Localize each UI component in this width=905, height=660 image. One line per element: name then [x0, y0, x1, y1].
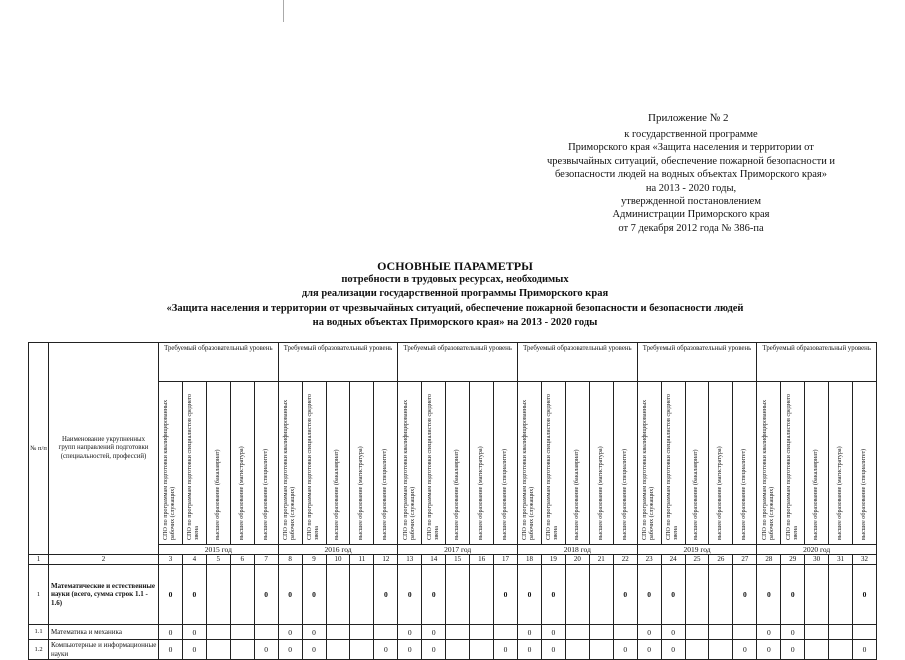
- column-number: 5: [206, 555, 230, 565]
- row-value: 0: [422, 625, 446, 640]
- row-value: [589, 640, 613, 660]
- approval-line: от 7 декабря 2012 года № 386-па: [618, 222, 764, 234]
- row-value: 0: [781, 565, 805, 625]
- header-sublevel: [230, 382, 254, 545]
- column-number: 20: [565, 555, 589, 565]
- row-value: [565, 565, 589, 625]
- sublevel-label: СПО по программам подготовки квалифицированных рабочих (служащих): [283, 399, 297, 540]
- title-line: на водных объектах Приморского края» на 2013 - 2020 годы: [312, 316, 598, 328]
- row-value: 0: [278, 640, 302, 660]
- row-value: 0: [757, 565, 781, 625]
- sublevel-label: высшее образование (магистратура): [358, 446, 365, 540]
- approval-line: чрезвычайных ситуаций, обеспечение пожарной безопасности и: [546, 155, 836, 167]
- row-value: [446, 565, 470, 625]
- sublevel-label: СПО по программам подготовки специалистов среднего звена: [306, 393, 321, 540]
- approval-line: Администрации Приморского края: [612, 209, 770, 221]
- row-value: [446, 625, 470, 640]
- header-year: 2015 год: [159, 545, 279, 555]
- row-value: 0: [781, 640, 805, 660]
- column-number: 25: [685, 555, 709, 565]
- sublevel-label: СПО по программам подготовки специалистов среднего звена: [187, 393, 201, 540]
- column-number: 31: [829, 555, 853, 565]
- column-number: 22: [613, 555, 637, 565]
- header-year: 2017 год: [398, 545, 518, 555]
- sublevel-label: высшее образование (специалитет): [262, 448, 269, 540]
- row-value: 0: [494, 640, 518, 660]
- row-value: [230, 640, 254, 660]
- sublevel-label: высшее образование (магистратура): [597, 446, 604, 540]
- sublevel-label: высшее образование (специалитет): [382, 448, 389, 540]
- row-name: Математика и механика: [49, 625, 159, 640]
- row-value: 0: [278, 565, 302, 625]
- header-sublevel: [613, 382, 637, 545]
- row-value: [470, 625, 494, 640]
- header-sublevel: [565, 382, 589, 545]
- header-sublevel: [398, 382, 422, 545]
- column-number: 7: [254, 555, 278, 565]
- sublevel-label: высшее образование (специалитет): [501, 448, 508, 540]
- sublevel-label: СПО по программам подготовки квалифицированных рабочих (служащих): [522, 399, 536, 540]
- title-line: «Защита населения и территории от чрезвычайных ситуаций, обеспечение пожарной безопасности и безопасности людей: [166, 302, 744, 314]
- column-number: 27: [733, 555, 757, 565]
- row-value: [685, 625, 709, 640]
- column-number: 17: [494, 555, 518, 565]
- row-value: [685, 640, 709, 660]
- column-number: 24: [661, 555, 685, 565]
- row-value: 0: [254, 640, 278, 660]
- row-value: [326, 640, 350, 660]
- header-sublevel: [422, 382, 446, 545]
- row-value: [805, 565, 829, 625]
- sublevel-label: высшее образование (специалитет): [621, 448, 628, 540]
- row-value: 0: [398, 625, 422, 640]
- column-number: 18: [518, 555, 542, 565]
- approval-line: к государственной программе: [624, 129, 758, 140]
- row-value: [206, 565, 230, 625]
- header-sublevel: [470, 382, 494, 545]
- column-number: 30: [805, 555, 829, 565]
- row-value: 0: [494, 565, 518, 625]
- sublevel-label: СПО по программам подготовки квалифицированных рабочих (служащих): [163, 399, 177, 540]
- header-sublevel: [781, 382, 805, 545]
- column-number: 16: [470, 555, 494, 565]
- row-value: [565, 640, 589, 660]
- header-year: 2020 год: [757, 545, 877, 555]
- row-value: 0: [757, 640, 781, 660]
- header-level-1: Требуемый образовательный уровень: [159, 343, 279, 382]
- sublevel-label: высшее образование (бакалавриат): [573, 449, 580, 540]
- column-number: 6: [230, 555, 254, 565]
- sublevel-label: СПО по программам подготовки квалифицированных рабочих (служащих): [761, 399, 775, 540]
- table-row: [29, 640, 877, 660]
- header-sublevel: [350, 382, 374, 545]
- row-value: 0: [637, 565, 661, 625]
- row-value: [470, 565, 494, 625]
- row-value: [565, 625, 589, 640]
- sublevel-label: высшее образование (бакалавриат): [813, 449, 820, 540]
- row-value: 0: [159, 640, 183, 660]
- row-value: [470, 640, 494, 660]
- sublevel-label: высшее образование (магистратура): [478, 446, 485, 540]
- approval-block: [505, 128, 877, 235]
- column-number: 10: [326, 555, 350, 565]
- row-value: [709, 625, 733, 640]
- approval-line: Приморского края «Защита населения и территории от: [568, 142, 814, 154]
- header-year: 2016 год: [278, 545, 398, 555]
- row-value: 0: [541, 625, 565, 640]
- header-sublevel: [182, 382, 206, 545]
- row-value: 0: [374, 640, 398, 660]
- row-value: [829, 640, 853, 660]
- column-number: 9: [302, 555, 326, 565]
- column-number: 15: [446, 555, 470, 565]
- row-value: 0: [302, 625, 326, 640]
- header-level-5: Требуемый образовательный уровень: [637, 343, 757, 382]
- table-row: [29, 565, 877, 625]
- fold-mark: [283, 0, 284, 22]
- sublevel-label: высшее образование (бакалавриат): [454, 449, 461, 540]
- header-sublevel: [374, 382, 398, 545]
- title-line: для реализации государственной программы Приморского края: [301, 288, 609, 300]
- row-value: 0: [637, 640, 661, 660]
- row-number: 1.2: [29, 640, 49, 660]
- column-number: 19: [541, 555, 565, 565]
- column-number: 26: [709, 555, 733, 565]
- column-number: 3: [159, 555, 183, 565]
- row-value: [613, 625, 637, 640]
- header-sublevel: [805, 382, 829, 545]
- row-value: 0: [182, 625, 206, 640]
- row-value: 0: [853, 640, 877, 660]
- sublevel-label: СПО по программам подготовки квалифицированных рабочих (служащих): [402, 399, 416, 540]
- sublevel-label: высшее образование (бакалавриат): [693, 449, 700, 540]
- row-value: 0: [853, 565, 877, 625]
- sublevel-label: СПО по программам подготовки квалифицированных рабочих (служащих): [642, 399, 656, 540]
- header-sublevel: [685, 382, 709, 545]
- sublevel-label: СПО по программам подготовки специалистов среднего звена: [426, 393, 440, 540]
- column-number: 2: [49, 555, 159, 565]
- row-value: [206, 625, 230, 640]
- sublevel-label: СПО по программам подготовки специалистов среднего звена: [546, 393, 560, 540]
- row-value: [374, 625, 398, 640]
- header-sublevel: [254, 382, 278, 545]
- column-number: 28: [757, 555, 781, 565]
- row-value: [733, 625, 757, 640]
- header-sublevel: [518, 382, 542, 545]
- sublevel-label: высшее образование (магистратура): [238, 446, 245, 540]
- row-value: [589, 625, 613, 640]
- parameters-table: [28, 342, 877, 660]
- header-no: № п/п: [29, 343, 49, 555]
- column-number: 29: [781, 555, 805, 565]
- row-value: [446, 640, 470, 660]
- column-number: 1: [29, 555, 49, 565]
- header-year: 2018 год: [518, 545, 638, 555]
- table-row: [29, 625, 877, 640]
- row-value: 0: [302, 565, 326, 625]
- header-sublevel: [159, 382, 183, 545]
- row-value: [853, 625, 877, 640]
- row-value: 0: [278, 625, 302, 640]
- header-sublevel: [494, 382, 518, 545]
- header-sublevel: [709, 382, 733, 545]
- sublevel-label: высшее образование (специалитет): [741, 448, 748, 540]
- row-value: [350, 625, 374, 640]
- header-sublevel: [278, 382, 302, 545]
- row-value: 0: [182, 565, 206, 625]
- header-sublevel: [589, 382, 613, 545]
- sublevel-label: высшее образование (специалитет): [860, 448, 867, 540]
- sublevel-label: высшее образование (бакалавриат): [214, 449, 221, 540]
- approval-line: безопасности людей на водных объектах Приморского края»: [554, 169, 828, 181]
- row-value: 0: [302, 640, 326, 660]
- row-value: [494, 625, 518, 640]
- row-value: [326, 625, 350, 640]
- column-number: 4: [182, 555, 206, 565]
- column-number: 14: [422, 555, 446, 565]
- header-year: 2019 год: [637, 545, 757, 555]
- row-value: [805, 640, 829, 660]
- row-value: 0: [254, 565, 278, 625]
- appendix-number: Приложение № 2: [648, 112, 729, 124]
- column-number: 32: [853, 555, 877, 565]
- header-level-6: Требуемый образовательный уровень: [757, 343, 877, 382]
- header-sublevel: [637, 382, 661, 545]
- column-number: 23: [637, 555, 661, 565]
- column-number: 11: [350, 555, 374, 565]
- row-value: [230, 625, 254, 640]
- header-sublevel: [853, 382, 877, 545]
- row-value: [805, 625, 829, 640]
- row-value: 0: [661, 640, 685, 660]
- row-value: 0: [518, 640, 542, 660]
- sublevel-label: высшее образование (бакалавриат): [334, 449, 341, 540]
- column-number: 8: [278, 555, 302, 565]
- row-value: 0: [518, 565, 542, 625]
- row-value: [829, 565, 853, 625]
- row-value: [350, 640, 374, 660]
- row-value: [206, 640, 230, 660]
- row-number: 1: [29, 565, 49, 625]
- approval-line: утвержденной постановлением: [621, 196, 761, 208]
- row-value: [254, 625, 278, 640]
- header-sublevel: [302, 382, 326, 545]
- approval-line: на 2013 - 2020 годы,: [645, 182, 737, 194]
- row-value: 0: [518, 625, 542, 640]
- sublevel-label: СПО по программам подготовки специалистов среднего звена: [665, 393, 680, 540]
- header-sublevel: [206, 382, 230, 545]
- row-name: Математические и естественные науки (всего, сумма строк 1.1 - 1.6): [49, 565, 159, 625]
- header-sublevel: [541, 382, 565, 545]
- column-number: 12: [374, 555, 398, 565]
- row-value: [589, 565, 613, 625]
- row-value: 0: [541, 565, 565, 625]
- column-number: 21: [589, 555, 613, 565]
- sublevel-label: высшее образование (магистратура): [717, 446, 724, 540]
- row-value: 0: [374, 565, 398, 625]
- row-value: 0: [159, 625, 183, 640]
- title-heading: ОСНОВНЫЕ ПАРАМЕТРЫ: [377, 259, 533, 273]
- header-direction: Наименование укрупненных групп направлений подготовки (специальностей, профессий): [49, 343, 159, 555]
- row-value: 0: [781, 625, 805, 640]
- row-value: 0: [541, 640, 565, 660]
- row-value: 0: [613, 640, 637, 660]
- header-sublevel: [326, 382, 350, 545]
- header-sublevel: [446, 382, 470, 545]
- header-sublevel: [733, 382, 757, 545]
- row-value: [829, 625, 853, 640]
- row-value: 0: [159, 565, 183, 625]
- header-level-2: Требуемый образовательный уровень: [278, 343, 398, 382]
- row-value: 0: [422, 565, 446, 625]
- header-level-4: Требуемый образовательный уровень: [518, 343, 638, 382]
- row-value: 0: [637, 625, 661, 640]
- row-value: 0: [398, 565, 422, 625]
- row-value: [709, 565, 733, 625]
- row-value: [709, 640, 733, 660]
- header-sublevel: [661, 382, 685, 545]
- row-number: 1.1: [29, 625, 49, 640]
- header-sublevel: [829, 382, 853, 545]
- document-title: [70, 259, 840, 330]
- header-level-3: Требуемый образовательный уровень: [398, 343, 518, 382]
- sublevel-label: СПО по программам подготовки специалистов среднего звена: [785, 393, 799, 540]
- sublevel-label: высшее образование (магистратура): [837, 446, 844, 540]
- row-value: 0: [398, 640, 422, 660]
- title-line: потребности в трудовых ресурсах, необходимых: [341, 274, 569, 286]
- row-value: 0: [757, 625, 781, 640]
- row-value: 0: [422, 640, 446, 660]
- row-value: 0: [733, 640, 757, 660]
- row-value: 0: [182, 640, 206, 660]
- row-value: [326, 565, 350, 625]
- header-sublevel: [757, 382, 781, 545]
- row-value: 0: [661, 625, 685, 640]
- row-value: 0: [661, 565, 685, 625]
- row-value: [350, 565, 374, 625]
- row-value: 0: [613, 565, 637, 625]
- row-value: 0: [733, 565, 757, 625]
- row-name: Компьютерные и информационные науки: [49, 640, 159, 660]
- row-value: [230, 565, 254, 625]
- row-value: [685, 565, 709, 625]
- column-number: 13: [398, 555, 422, 565]
